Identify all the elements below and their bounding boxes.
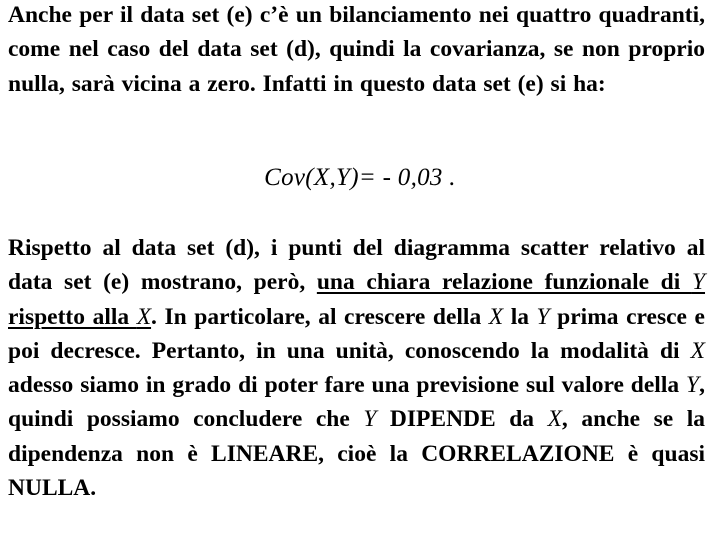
explanation-text: la [503, 303, 537, 330]
explanation-paragraph [8, 231, 705, 505]
intro-paragraph: Anche per il data set (e) c’è un bilanciamento nei quattro quadranti, come nel caso del data set (d), quindi la covarianza, se non proprio nulla, sarà vicina a zero. Infatti in questo data set (e) si ha: [8, 2, 705, 97]
variable-x: X [136, 303, 152, 330]
underlined-text: una chiara relazione funzionale di [316, 269, 692, 296]
explanation-text: . In particolare, al crescere della [151, 303, 489, 330]
explanation-text: , anche se la dipendenza non è LINEARE, cioè la CORRELAZIONE è quasi NULLA. [8, 406, 705, 502]
variable-x: X [690, 337, 705, 364]
variable-y: Y [686, 372, 700, 399]
variable-y: Y [691, 269, 706, 296]
variable-x: X [547, 406, 562, 433]
explanation-text: , quindi possiamo concludere che [8, 372, 705, 433]
variable-x: X [488, 303, 504, 330]
explanation-text: adesso siamo in grado di poter fare una previsione sul valore della [8, 372, 687, 399]
variable-y: Y [536, 303, 550, 330]
underlined-text: rispetto alla [8, 303, 137, 330]
explanation-text: DIPENDE da [376, 406, 548, 433]
variable-y: Y [363, 406, 377, 433]
covariance-formula: Cov(X,Y)= - 0,03 . [264, 164, 456, 191]
explanation-text: Rispetto al data set (d), i punti del diagramma scatter relativo al data set (e) mostrano, però, [8, 235, 705, 296]
explanation-text: prima cresce e poi decresce. Pertanto, in una unità, conoscendo la modalità di [8, 303, 705, 364]
